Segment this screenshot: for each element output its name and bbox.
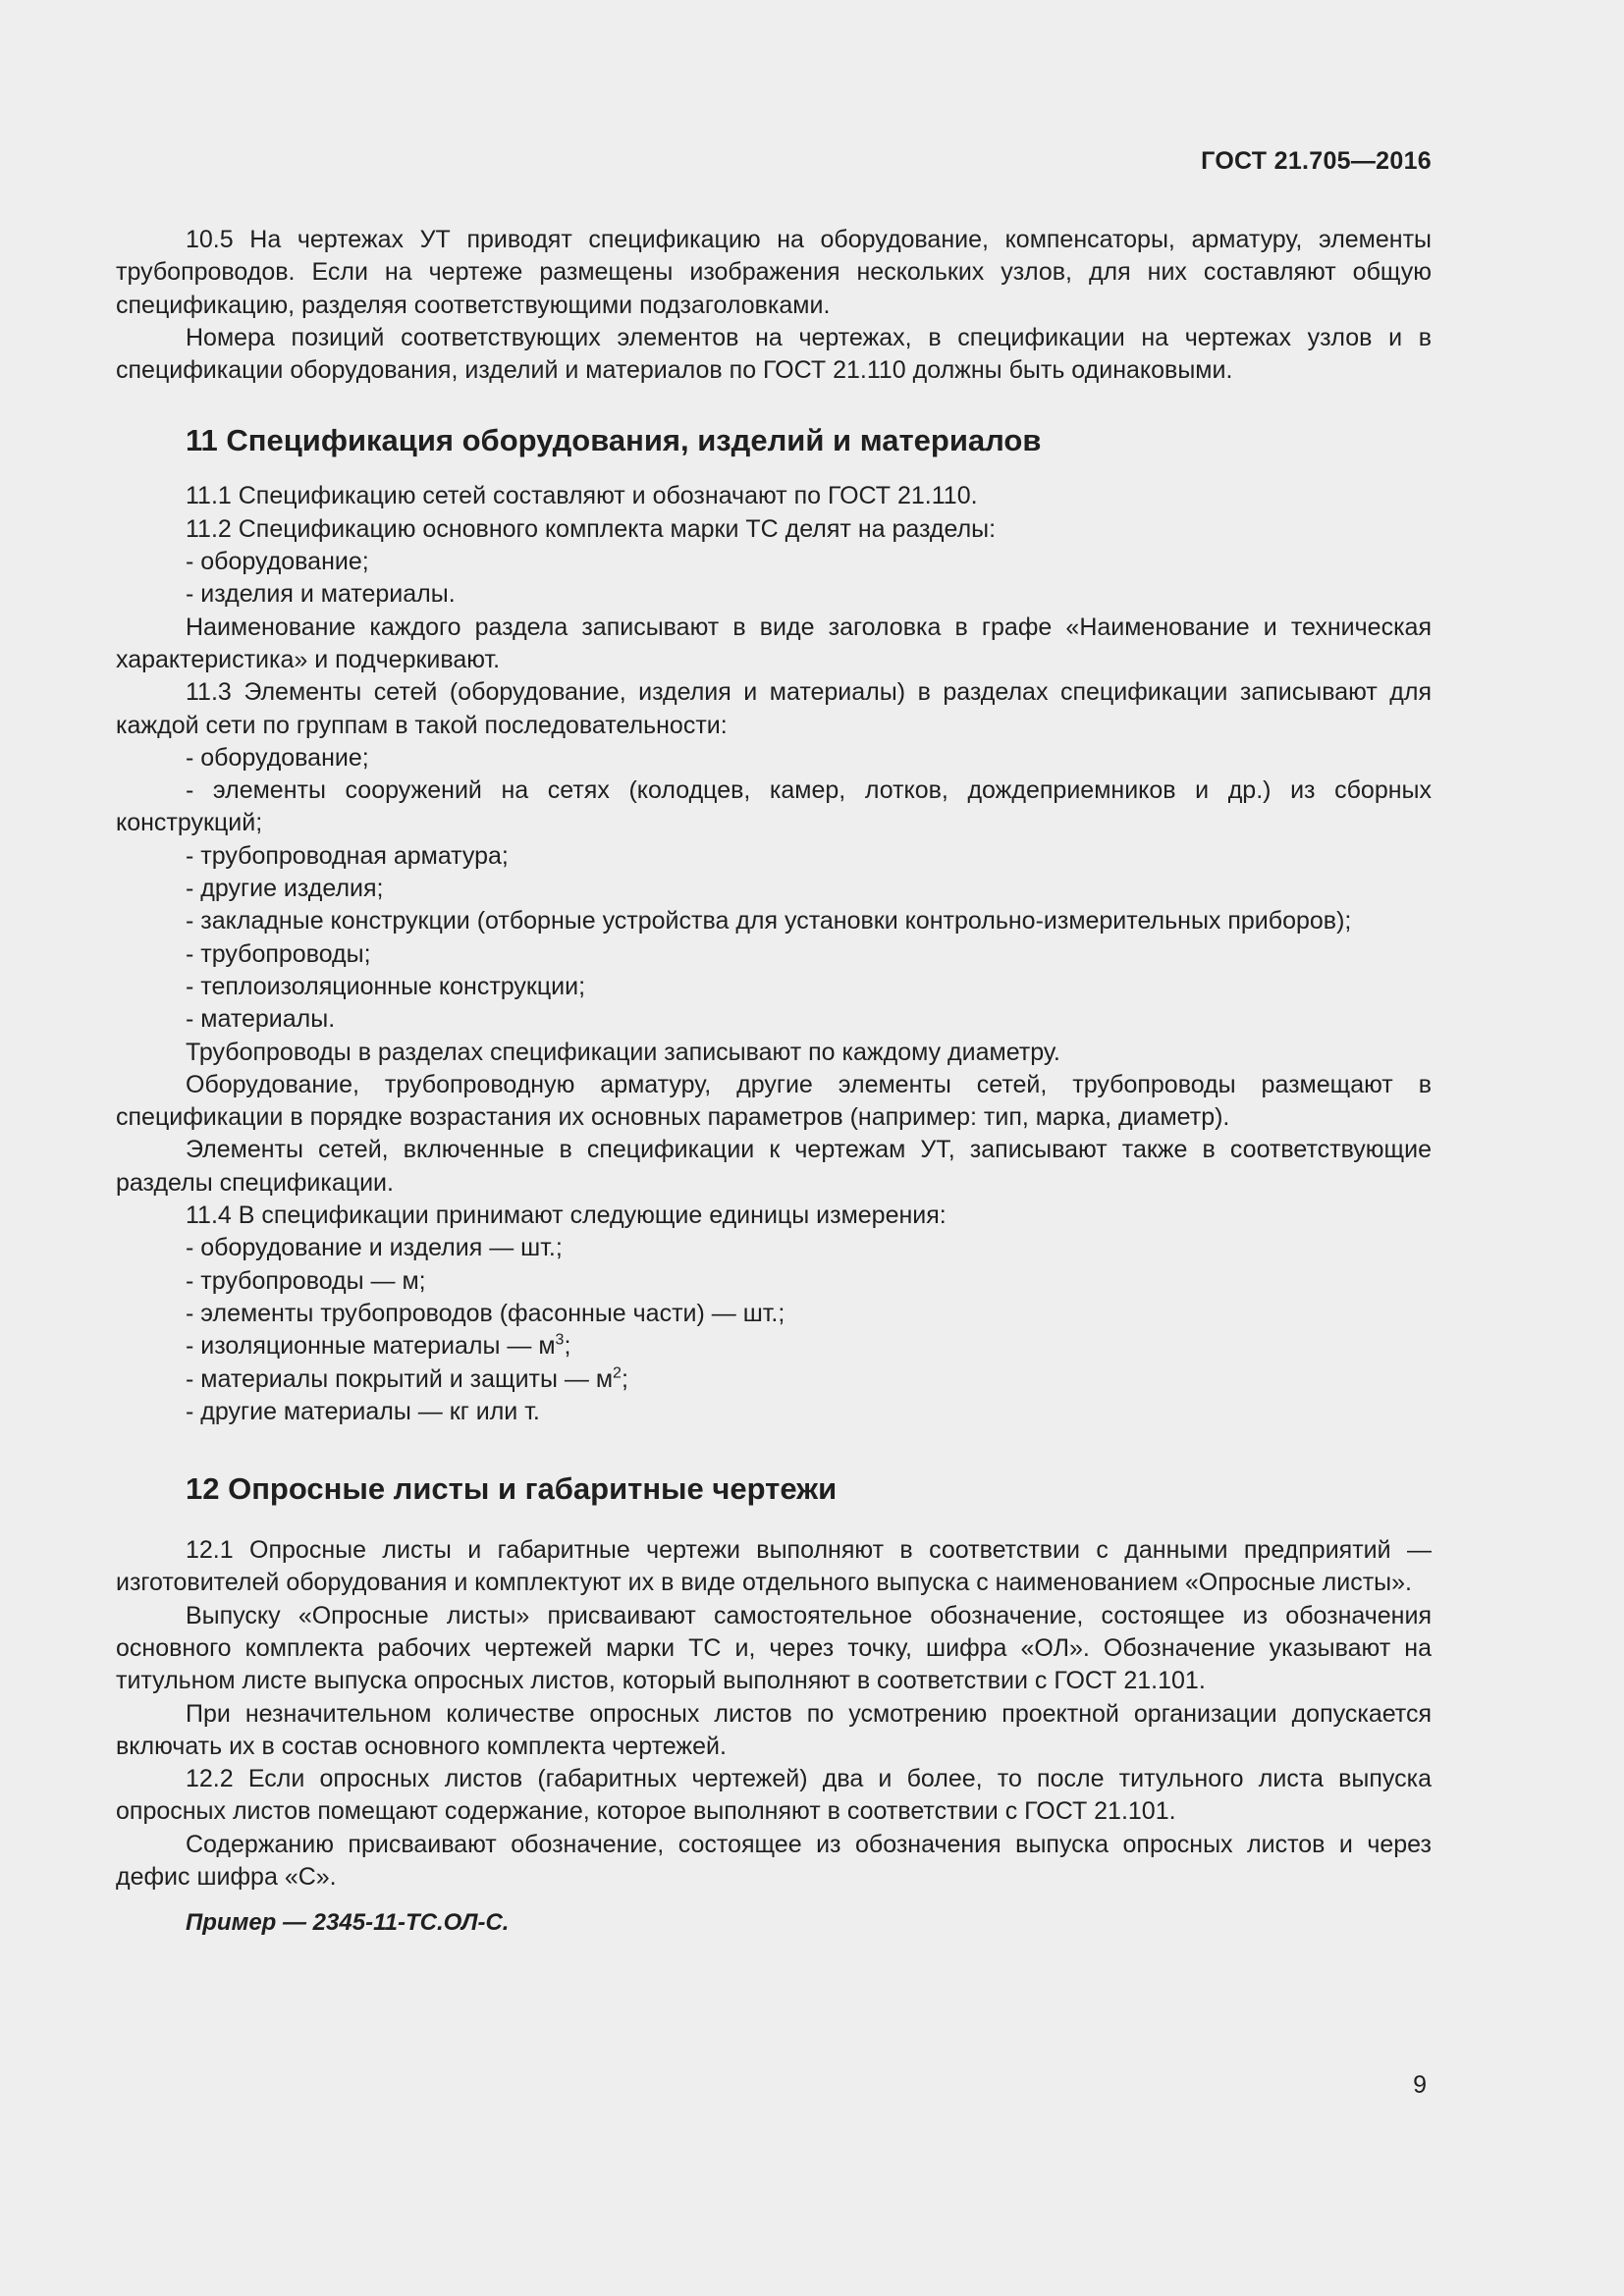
list-item: - элементы трубопроводов (фасонные части) — шт.;: [186, 1299, 785, 1327]
section-12-title: 12 Опросные листы и габаритные чертежи: [186, 1471, 838, 1507]
section-11-title: 11 Спецификация оборудования, изделий и материалов: [186, 423, 1042, 458]
coatings-exponent: 2: [613, 1364, 622, 1382]
list-item: - изделия и материалы.: [186, 580, 456, 609]
paragraph-section-name: Наименование каждого раздела записывают в виде заголовка в графе «Наименование и техническая характеристика» и подчеркивают.: [116, 613, 1432, 673]
paragraph-12-2: 12.2 Если опросных листов (габаритных чертежей) два и более, то после титульного листа выпуска опросных листов помещают содержание, которое выполняют в соответствии с ГОСТ 21.101.: [116, 1765, 1432, 1826]
page-number: 9: [1413, 2071, 1427, 2099]
list-item: - элементы сооружений на сетях (колодцев, камер, лотков, дождеприемников и др.) из сборных конструкций;: [116, 776, 1432, 837]
list-item: - оборудование;: [186, 743, 369, 772]
list-item: - оборудование и изделия — шт.;: [186, 1234, 563, 1262]
paragraph-network-elements: Элементы сетей, включенные в спецификации к чертежам УТ, записывают также в соответствующие разделы спецификации.: [116, 1136, 1432, 1197]
document-code-header: ГОСТ 21.705—2016: [1201, 147, 1432, 175]
document-page: [116, 0, 1432, 2296]
list-item: - теплоизоляционные конструкции;: [186, 972, 586, 1000]
paragraph-position-numbers: Номера позиций соответствующих элементов на чертежах, в спецификации на чертежах узлов и в спецификации оборудования, изделий и материалов по ГОСТ 21.110 должны быть одинаковыми.: [116, 323, 1432, 385]
list-item: - материалы.: [186, 1005, 336, 1034]
paragraph-12-1: 12.1 Опросные листы и габаритные чертежи выполняют в соответствии с данными предприятий — изготовителей оборудования и комплектуют их в виде отдельного выпуска с наименованием «Опросные листы».: [116, 1536, 1432, 1597]
list-item: - другие изделия;: [186, 875, 384, 903]
list-item: - оборудование;: [186, 548, 369, 576]
paragraph-content-designation: Содержанию присваивают обозначение, состоящее из обозначения выпуска опросных листов и через дефис шифра «С».: [116, 1830, 1432, 1892]
semicolon: ;: [564, 1332, 571, 1361]
list-item: - трубопроводная арматура;: [186, 841, 509, 870]
list-item-coatings: [116, 1363, 1432, 1396]
paragraph-small-quantity: При незначительном количестве опросных листов по усмотрению проектной организации допускается включать их в состав основного комплекта чертежей.: [116, 1699, 1432, 1760]
paragraph-11-2: 11.2 Спецификацию основного комплекта марки ТС делят на разделы:: [186, 514, 997, 543]
semicolon: ;: [621, 1364, 628, 1393]
paragraph-equipment-order: Оборудование, трубопроводную арматуру, другие элементы сетей, трубопроводы размещают в спецификации в порядке возрастания их основных параметров (например: тип, марка, диаметр).: [116, 1070, 1432, 1132]
insulation-exponent: 3: [555, 1331, 565, 1349]
paragraph-11-3: 11.3 Элементы сетей (оборудование, изделия и материалы) в разделах спецификации записывают для каждой сети по группам в такой последовательности:: [116, 678, 1432, 739]
list-item: - закладные конструкции (отборные устройства для установки контрольно-измерительных приборов);: [186, 907, 1352, 935]
example-text: Пример — 2345-11-ТС.ОЛ-С.: [186, 1909, 510, 1937]
insulation-text: - изоляционные материалы — м: [186, 1332, 556, 1361]
list-item: - трубопроводы — м;: [186, 1266, 426, 1295]
coatings-text: - материалы покрытий и защиты — м: [186, 1364, 614, 1393]
paragraph-11-4: 11.4 В спецификации принимают следующие единицы измерения:: [186, 1201, 947, 1230]
list-item: - трубопроводы;: [186, 939, 371, 968]
list-item: - другие материалы — кг или т.: [186, 1397, 540, 1425]
paragraph-11-1: 11.1 Спецификацию сетей составляют и обозначают по ГОСТ 21.110.: [186, 482, 978, 510]
paragraph-release-designation: Выпуску «Опросные листы» присваивают самостоятельное обозначение, состоящее из обозначения основного комплекта рабочих чертежей марки ТС и, через точку, шифра «ОЛ». Обозначение указывают на титульном листе выпуска опросных листов, который выполняют в соответствии с ГОСТ 21.101.: [116, 1601, 1432, 1695]
paragraph-10-5: 10.5 На чертежах УТ приводят спецификацию на оборудование, компенсаторы, арматуру, элементы трубопроводов. Если на чертеже размещены изображения нескольких узлов, для них составляют общую спецификацию, разделяя соответствующими подзаголовками.: [116, 226, 1432, 319]
list-item-insulation: [116, 1330, 1432, 1362]
page-content: [116, 224, 1432, 1940]
paragraph-pipes: Трубопроводы в разделах спецификации записывают по каждому диаметру.: [186, 1038, 1060, 1066]
